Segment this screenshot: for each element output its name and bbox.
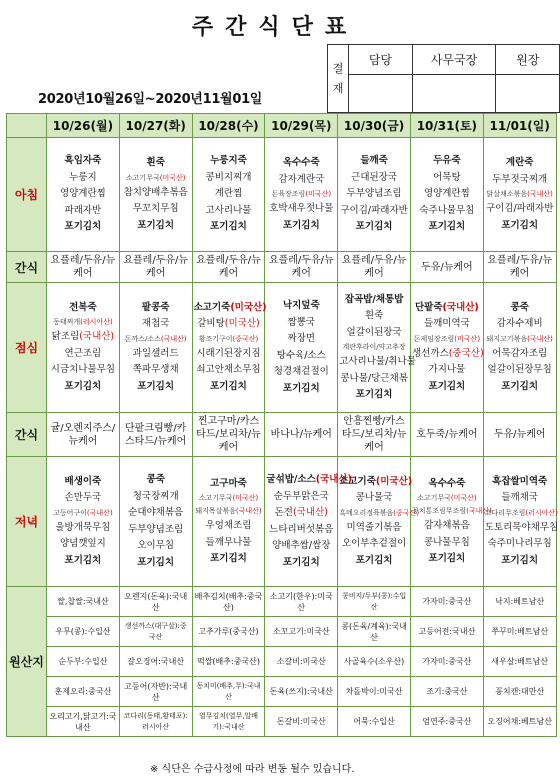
dinner-item: 숙주미나리무침 (487, 538, 552, 550)
breakfast-item: 포기김치 (282, 219, 320, 231)
origin-cell: 소갈비:미국산 (265, 647, 338, 677)
snack2-cell: 호두죽/뉴케어 (410, 413, 483, 457)
breakfast-item: 들깨죽 (360, 155, 388, 167)
origin-cell: 꽁치캔:대만산 (483, 677, 556, 707)
origin-cell: 돈육(쓰지):국내산 (265, 677, 338, 707)
lunch-item: 낙지덮죽 (282, 300, 320, 311)
approval-sign-3[interactable] (496, 75, 560, 113)
origin-cell: 소꼬고기:미국산 (265, 617, 338, 647)
dinner-item: 포기김치 (64, 554, 102, 566)
dinner-item: 손만두국 (64, 492, 102, 504)
lunch-item: 닭조림(국내산) (51, 331, 115, 343)
dinner-item: 들깨무나물 (205, 536, 252, 548)
lunch-item: 황조기구이(중국산) (198, 334, 259, 343)
breakfast-item: 호박새우젓나물 (269, 203, 334, 214)
lunch-item: 전복죽 (69, 301, 97, 313)
dinner-item: 포기김치 (282, 556, 320, 568)
breakfast-item: 참치양배추볶음 (123, 186, 188, 198)
origin-note: (미국산) (224, 318, 260, 330)
origin-cell: 고등어전:국내산 (410, 617, 483, 647)
breakfast-cell (119, 138, 192, 252)
breakfast-item: 흑임자죽 (64, 155, 102, 167)
origin-note: (미국산) (159, 173, 186, 182)
origin-note: (러시아산) (525, 508, 558, 517)
lunch-item: 포기김치 (428, 380, 466, 392)
breakfast-item: 고사리나물 (205, 204, 252, 216)
origin-note: (국내산) (235, 507, 262, 515)
lunch-item: 팥콩죽 (141, 301, 170, 313)
origin-cell: 배추김치(배추:중국산) (192, 587, 265, 617)
origin-note: (국내산) (79, 331, 115, 343)
dinner-item: 고구마죽 (210, 477, 247, 489)
breakfast-cell (192, 138, 265, 252)
lunch-cell (192, 283, 265, 413)
dinner-cell (265, 457, 352, 587)
approval-col-1: 담당 (349, 45, 413, 75)
origin-cell: 돈갈비:미국산 (265, 707, 338, 737)
breakfast-item: 포기김치 (64, 221, 102, 233)
origin-cell: 생선까스(대구살):중국산 (119, 617, 192, 647)
lunch-cell (410, 283, 483, 413)
breakfast-item: 소고기무국(미국산) (125, 173, 186, 182)
lunch-item: 포기김치 (210, 380, 247, 392)
snack1-cell: 요플레/두유/뉴케어 (47, 252, 120, 283)
breakfast-cell (483, 138, 556, 252)
origin-cell: 갈오징어:국내산 (119, 647, 192, 677)
origin-cell: 어묵:수입산 (338, 707, 411, 737)
approval-col-3: 원장 (496, 45, 560, 75)
origin-cell: 쌀,찹쌀:국내산 (47, 587, 120, 617)
meal-label-lunch: 점심 (7, 283, 47, 413)
dinner-item: 흑메오리정육볶음(중국산) (339, 508, 420, 517)
breakfast-item: 두유죽 (433, 155, 461, 167)
dinner-item: 소고기죽(미국산) (339, 475, 413, 487)
approval-box (327, 44, 560, 113)
origin-note: (중국산) (448, 347, 484, 359)
dinner-cell (192, 457, 265, 587)
breakfast-item: 포기김치 (355, 221, 393, 233)
dinner-item: 코다리무조림(러시아산) (484, 508, 558, 517)
lunch-item: 시금치나물무침 (50, 364, 116, 376)
lunch-item: 생선까스(중국산) (411, 347, 484, 359)
dinner-item: 들깨채국 (501, 492, 539, 504)
dinner-item: 포기김치 (355, 554, 393, 566)
origin-cell: 훈제오리:중국산 (47, 677, 120, 707)
dinner-item: 미역줄기볶음 (346, 521, 402, 533)
breakfast-item: 무꼬치무침 (132, 203, 179, 214)
lunch-item: 계란후라이/약고추장 (342, 343, 406, 351)
dinner-item: 양념깻잎지 (59, 538, 106, 550)
dinner-item: 돼지목살볶음(국내산) (195, 507, 262, 515)
breakfast-item: 근대된장국 (351, 171, 398, 183)
origin-cell: 열무김치(열무,알배기):국내산 (192, 707, 265, 737)
dinner-item: 도토리묵야채무침 (484, 521, 559, 533)
breakfast-item: 감자계란국 (278, 173, 325, 185)
origin-cell: 오징어채:베트남산 (483, 707, 556, 737)
lunch-item: 시래기된장지짐 (196, 347, 261, 359)
dinner-item: 배생이죽 (64, 475, 102, 487)
breakfast-item: 계란찜 (214, 188, 243, 200)
origin-note: (중국산) (393, 508, 420, 517)
day-header: 10/26(월) (47, 114, 120, 138)
origin-note: (미국산) (454, 334, 481, 343)
day-header: 10/30(금) (338, 114, 411, 138)
lunch-item: 짬뽕국 (287, 316, 316, 328)
breakfast-item: 어묵탕 (433, 171, 461, 183)
breakfast-item: 콩비지찌개 (205, 171, 252, 183)
lunch-item: 포기김치 (282, 382, 320, 394)
origin-cell: 새우살:베트남산 (483, 647, 556, 677)
page-title: 주간식단표 (191, 15, 359, 40)
dinner-item: 돈전(국내산) (274, 507, 328, 518)
dinner-item: 두부양념조림 (128, 523, 184, 535)
origin-note: (국내산) (315, 474, 352, 485)
lunch-item: 포기김치 (501, 380, 539, 392)
dinner-cell (119, 457, 192, 587)
origin-cell: 오리고기,닭고기:국내산 (47, 707, 120, 737)
origin-note: (러시아산) (80, 318, 113, 327)
dinner-item: 굴섞밥/소스(국내산) (266, 474, 352, 485)
origin-cell: 오렌지(돈육):국내산 (119, 587, 192, 617)
origin-note: (중국산) (232, 334, 259, 343)
day-header: 11/01(일) (483, 114, 556, 138)
snack1-cell: 요플레/두유/뉴케어 (265, 252, 338, 283)
origin-note: (미국산) (232, 494, 259, 502)
lunch-item: 갈비탕(미국산) (197, 318, 260, 330)
dinner-item: 감자채볶음 (423, 520, 470, 531)
meal-label-snack2: 간식 (7, 413, 47, 457)
snack2-cell: 두유/뉴케어 (483, 413, 556, 457)
snack2-cell: 바나나/뉴케어 (265, 413, 338, 457)
breakfast-cell (338, 138, 411, 252)
origin-note: (국내산) (160, 334, 187, 343)
breakfast-item: 포기김치 (137, 219, 175, 231)
breakfast-item: 포기김치 (210, 221, 247, 233)
breakfast-item: 구이김/파래자반 (340, 204, 408, 216)
dinner-item: 콩죽 (146, 474, 165, 485)
lunch-item: 흰죽 (364, 310, 384, 321)
snack2-cell: 안흥찐빵/카스타드/보리차/뉴케어 (338, 413, 411, 457)
lunch-item: 짜장면 (287, 333, 316, 344)
lunch-item: 들깨미역국 (423, 318, 470, 330)
dinner-item: 청국장찌개 (132, 490, 179, 502)
lunch-cell (265, 283, 338, 413)
dinner-cell (47, 457, 120, 587)
origin-note: (국내산) (86, 508, 113, 517)
dinner-item: 오이무침 (137, 540, 175, 551)
breakfast-item: 숙주나물무침 (419, 204, 475, 216)
lunch-item: 재첩국 (141, 318, 170, 330)
lunch-item: 콩나물/당근채볶 (340, 372, 408, 384)
dinner-item: 소고기무국(미국산) (417, 494, 477, 502)
origin-note: (미국산) (305, 190, 332, 198)
lunch-item: 어묵감자조림 (492, 347, 548, 359)
origin-cell: 고등어(자반):국내산 (119, 677, 192, 707)
meal-label-origin: 원산지 (7, 587, 47, 737)
dinner-item: 콩나물국 (355, 492, 393, 504)
meal-label-dinner: 저녁 (7, 457, 47, 587)
origin-cell: 고추가루(중국산) (192, 617, 265, 647)
origin-cell: 콩(돈육/계육):국내산 (338, 617, 411, 647)
breakfast-item: 누룽지죽 (210, 155, 247, 167)
dinner-item: 순대야채볶음 (128, 507, 184, 518)
origin-note: (국내산) (292, 507, 328, 518)
lunch-cell (483, 283, 556, 413)
dinner-cell (338, 457, 420, 587)
lunch-item: 가지나물 (428, 364, 466, 376)
lunch-item: 돼지고기볶음(국내산) (486, 334, 553, 343)
header-corner (7, 114, 47, 138)
dinner-item: 꽁치통조림무조림(국내산) (411, 507, 492, 515)
origin-cell: 떡쌀(배추:중국산) (192, 647, 265, 677)
lunch-cell (47, 283, 120, 413)
dinner-item: 콩나물무침 (423, 536, 470, 548)
dinner-item: 포기김치 (428, 553, 466, 564)
dinner-item: 포기김치 (501, 554, 539, 566)
breakfast-item: 두부젓국찌개 (492, 173, 548, 185)
breakfast-cell (410, 138, 483, 252)
lunch-item: 소고기죽(미국산) (193, 301, 267, 313)
origin-note: (미국산) (230, 301, 267, 313)
snack1-cell: 요플레/두유/뉴케어 (192, 252, 265, 283)
origin-cell: 차돌박이:미국산 (338, 677, 411, 707)
snack1-cell: 두유/뉴케어 (410, 252, 483, 283)
origin-cell: 순두부:수입산 (47, 647, 120, 677)
menu-table (6, 113, 557, 737)
breakfast-item: 돈육장조림(미국산) (271, 190, 332, 198)
origin-cell: 동치미(배추,무):국내산 (192, 677, 265, 707)
breakfast-item: 옥수수죽 (282, 157, 320, 168)
breakfast-cell (47, 138, 120, 252)
origin-cell: 가자미:중국산 (410, 647, 483, 677)
day-header: 10/29(목) (265, 114, 338, 138)
origin-cell: 콩비지/두부(콩):수입산 (338, 587, 411, 617)
dinner-item: 옥수수죽 (428, 477, 466, 489)
day-header: 10/27(화) (119, 114, 192, 138)
snack2-cell: 찐고구마/카스타드/보리차/뉴케어 (192, 413, 265, 457)
snack1-cell: 요플레/두유/뉴케어 (119, 252, 192, 283)
lunch-cell (338, 283, 416, 413)
breakfast-item: 흰죽 (146, 157, 165, 168)
lunch-item: 얼갈이된장국 (346, 326, 402, 338)
approval-sign-1[interactable] (349, 75, 413, 113)
origin-cell: 우무(콩):수입산 (47, 617, 120, 647)
dinner-cell (410, 457, 492, 587)
origin-note: (국내산) (527, 190, 553, 198)
dinner-item: 소고기무국(미국산) (198, 494, 259, 502)
day-header: 10/31(토) (410, 114, 483, 138)
lunch-item: 얼갈이된장무침 (487, 364, 552, 376)
snack1-cell: 요플레/두유/뉴케어 (483, 252, 556, 283)
breakfast-item: 두부양념조림 (346, 188, 402, 200)
origin-cell: 사골육수(소우산) (338, 647, 411, 677)
lunch-item: 단팥죽(국내산) (415, 301, 479, 313)
date-range: 2020년10월26일~2020년11월01일 (38, 92, 263, 107)
lunch-item: 포기김치 (64, 380, 102, 392)
breakfast-item: 영양계란찜 (423, 188, 470, 200)
footer-note: ※ 식단은 수급사정에 따라 변동 될수 있습니다. (150, 764, 355, 775)
dinner-item: 느타리버섯볶음 (269, 523, 334, 535)
lunch-item: 청경채겉절이 (273, 366, 329, 377)
breakfast-item: 포기김치 (501, 219, 539, 231)
lunch-item: 돈까스/소스(국내산) (124, 334, 187, 343)
breakfast-item: 계란죽 (505, 157, 534, 168)
breakfast-cell (265, 138, 338, 252)
dinner-item: 고등어구이(국내산) (53, 508, 113, 517)
meal-label-breakfast: 아침 (7, 138, 47, 252)
snack1-cell: 요플레/두유/뉴케어 (338, 252, 411, 283)
origin-note: (국내산) (466, 507, 492, 515)
lunch-item: 고사리나물/취나물 (339, 356, 416, 367)
breakfast-item: 포기김치 (428, 221, 466, 233)
origin-cell: 조기:중국산 (410, 677, 483, 707)
lunch-item: 잡곡밥/채통밥 (344, 293, 404, 305)
dinner-item: 순두부맑은국 (273, 490, 329, 502)
lunch-item: 동태찌개(러시아산) (53, 318, 113, 327)
origin-cell: 소고기(한우):미국산 (265, 587, 338, 617)
dinner-item: 포기김치 (210, 553, 247, 564)
lunch-item: 감자수제비 (496, 318, 543, 330)
dinner-item: 포기김치 (137, 556, 175, 568)
dinner-item: 울방개묵무침 (55, 521, 111, 533)
breakfast-item: 영양계란찜 (59, 188, 106, 200)
dinner-item: 오이부추겉절이 (341, 538, 407, 550)
lunch-item: 탕수육/소스 (276, 349, 326, 361)
origin-cell: 코다리(동태,황태포):러시아산 (119, 707, 192, 737)
lunch-item: 과일샐러드 (132, 347, 179, 359)
origin-cell: 엄연주:중국산 (410, 707, 483, 737)
snack2-cell: 단팥크림빵/카스타드/뉴케어 (119, 413, 192, 457)
lunch-cell (119, 283, 192, 413)
dinner-item: 우엉채조림 (205, 520, 252, 531)
approval-sign-2[interactable] (412, 75, 496, 113)
dinner-item: 흑잡쌀미역죽 (492, 475, 548, 487)
breakfast-item: 구이김/파래자반 (485, 203, 554, 214)
dinner-item: 양배추쌈/쌈장 (272, 540, 331, 551)
origin-note: (국내산) (442, 301, 479, 313)
origin-cell: 쭈꾸미:베트남산 (483, 617, 556, 647)
origin-note: (국내산) (527, 334, 553, 343)
origin-note: (미국산) (450, 494, 477, 502)
lunch-item: 돈제임장조림(미국산) (413, 334, 481, 343)
approval-col-2: 사무국장 (412, 45, 496, 75)
breakfast-item: 닭살채소볶음(국내산) (486, 190, 553, 198)
breakfast-item: 파래자반 (64, 204, 102, 216)
breakfast-item: 누룽지 (69, 171, 97, 183)
day-header: 10/28(수) (192, 114, 265, 138)
snack2-cell: 귤/오렌지주스/뉴케어 (47, 413, 120, 457)
meal-label-snack1: 간식 (7, 252, 47, 283)
lunch-item: 콩죽 (510, 301, 529, 313)
lunch-item: 쪽파무생채 (132, 364, 179, 376)
lunch-item: 연근조림 (64, 347, 102, 359)
lunch-item: 포기김치 (137, 380, 175, 392)
dinner-cell (483, 457, 559, 587)
approval-side-label: 결 재 (328, 45, 349, 113)
origin-note: (미국산) (375, 475, 413, 487)
lunch-item: 쇠고안채소무침 (196, 364, 261, 376)
lunch-item: 포기김치 (355, 389, 393, 400)
origin-cell: 낙지:베트남산 (483, 587, 556, 617)
origin-cell: 가자미:중국산 (410, 587, 483, 617)
